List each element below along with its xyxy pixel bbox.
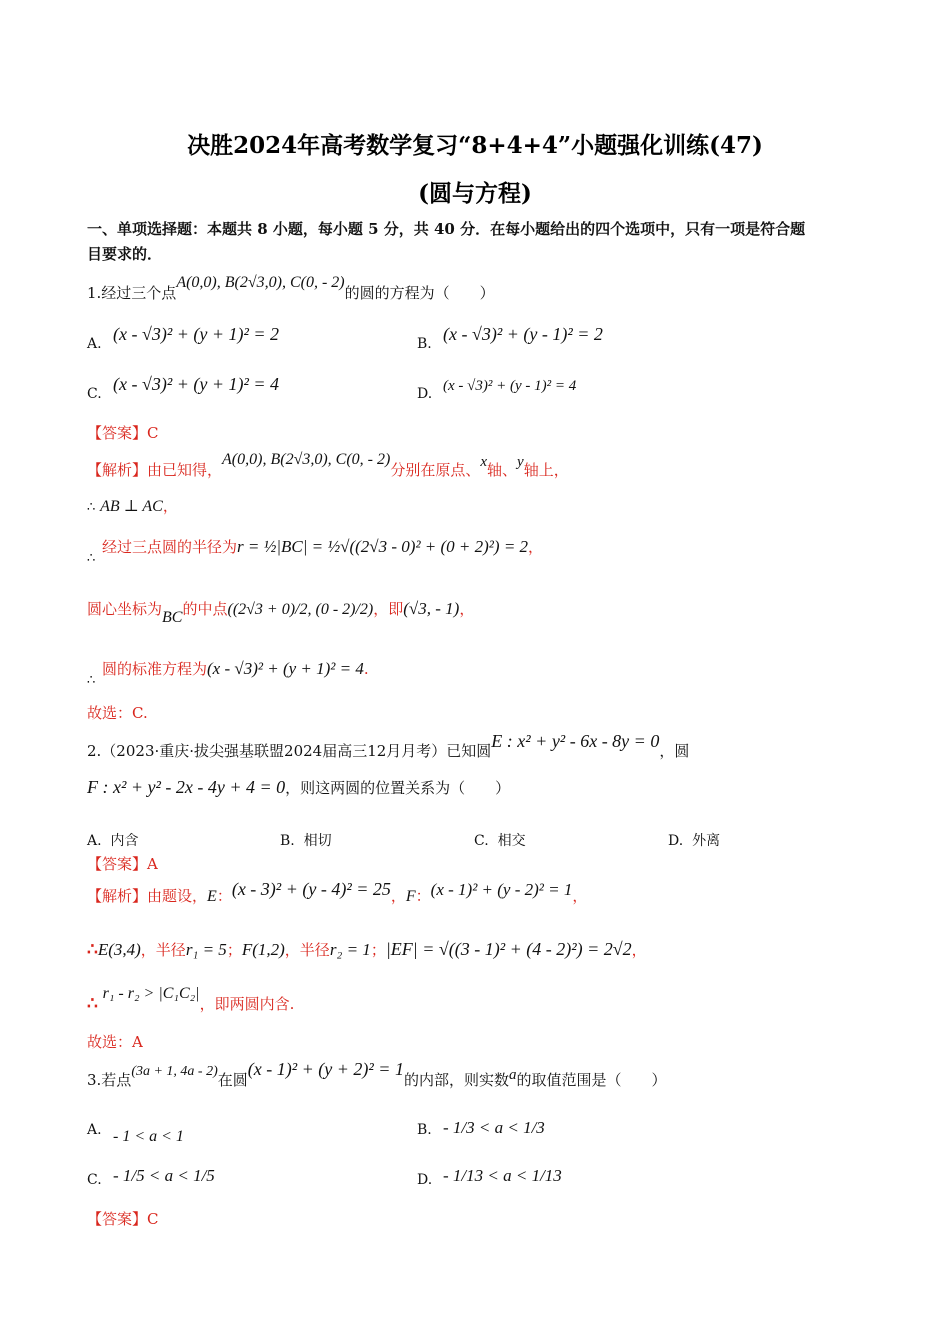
- section-heading: 一、单项选择题：本题共 8 小题，每小题 5 分，共 40 分．在每小题给出的四个选项中，只有一项是符合题: [87, 220, 806, 238]
- q2-stem-text-c: ，则这两圆的位置关系为（ ）: [285, 779, 511, 797]
- q3-stem-text-d: 的取值范围是（ ）: [516, 1071, 667, 1089]
- q2-colon-b: ：: [415, 887, 431, 905]
- q2-analysis-1: [87, 879, 588, 906]
- q2-circle-f: F : x² + y² - 2x - 4y + 4 = 0: [87, 777, 286, 797]
- q3-option-d-label: D.: [417, 1172, 433, 1188]
- q1-analysis-3: [102, 538, 543, 556]
- q3-option-a-label: A.: [87, 1122, 102, 1138]
- q2-radius-2: r₂ = 1: [329, 940, 371, 959]
- q1-analysis-2: [87, 497, 178, 517]
- q2-comma-b: ，: [572, 887, 588, 905]
- q2-eq-f: (x - 1)² + (y - 2)² = 1: [430, 880, 573, 899]
- q2-option-b-text: 相切: [303, 833, 332, 849]
- q2-semicolon: ；: [226, 941, 242, 959]
- q1-analysis-tag: 【解析】: [87, 461, 148, 479]
- q2-center-f: F(1,2): [241, 940, 285, 959]
- q1-option-b-formula: (x - √3)² + (y - 1)² = 2: [443, 324, 603, 344]
- q1-center-result: (√3, - 1): [403, 599, 460, 618]
- q1-analysis-points: A(0,0), B(2√3,0), C(0, - 2): [222, 451, 391, 468]
- q2-stem-text: 2.（2023·重庆·拔尖强基联盟2024届高三12月月考）已知圆: [87, 742, 492, 760]
- q2-circle-e: E : x² + y² - 6x - 8y = 0: [491, 731, 660, 751]
- q2-stem-1: [87, 731, 690, 760]
- page-subtitle: (圆与方程): [418, 180, 532, 207]
- q3-option-d-formula: - 1/13 < a < 1/13: [443, 1166, 562, 1185]
- q1-answer: [87, 424, 159, 442]
- q1-radius-comma: ，: [528, 538, 544, 556]
- q3-answer: [87, 1210, 159, 1228]
- q2-analysis-text: 由题设，: [147, 887, 208, 905]
- q3-var: a: [508, 1067, 517, 1083]
- q1-analysis-text-c: 轴、: [487, 461, 518, 479]
- q3-stem-text: 3.若点: [87, 1071, 132, 1089]
- therefore-symbol: ∴: [87, 940, 98, 960]
- q2-option-c-text: 相交: [497, 833, 526, 849]
- therefore-symbol: ∴: [87, 500, 96, 515]
- q1-option-c-label: C.: [87, 386, 102, 402]
- q3-option-c-formula: - 1/5 < a < 1/5: [113, 1166, 215, 1185]
- q3-option-b-formula: - 1/3 < a < 1/3: [443, 1118, 545, 1137]
- q1-analysis-text: 由已知得，: [147, 461, 223, 479]
- q1-analysis-1: [87, 451, 569, 480]
- therefore-symbol: ∴: [87, 551, 96, 566]
- q2-option-a: [87, 830, 138, 850]
- q1-option-d-label: D.: [417, 386, 433, 402]
- q3-circle: (x - 1)² + (y + 2)² = 1: [247, 1059, 404, 1079]
- q2-analysis-tag: 【解析】: [87, 887, 148, 905]
- q1-equation-text: 圆的标准方程为: [102, 660, 208, 678]
- q1-answer-tag: 【答案】: [87, 424, 148, 442]
- q2-option-d-text: 外离: [692, 833, 721, 849]
- section-heading-cont: 目要求的．: [87, 245, 163, 263]
- q3-answer-tag: 【答案】: [87, 1210, 148, 1228]
- q2-option-c-label: C.: [474, 833, 489, 849]
- q2-stem-2: [87, 778, 510, 797]
- q1-analysis-y: y: [517, 454, 524, 470]
- q1-choose: 故选：C.: [87, 704, 148, 722]
- q2-answer-tag: 【答案】: [87, 855, 148, 873]
- q2-choose: 故选：A: [87, 1033, 143, 1051]
- q1-center-text: 圆心坐标为: [87, 600, 163, 618]
- q1-center-bc: BC: [162, 609, 183, 626]
- q1-equation-formula: (x - √3)² + (y + 1)² = 4: [207, 659, 364, 678]
- q2-option-a-text: 内含: [110, 833, 139, 849]
- q1-analysis-x: x: [480, 454, 488, 470]
- q3-option-b-label: B.: [417, 1122, 432, 1138]
- q1-center-comma: ，: [459, 600, 475, 618]
- q2-comma-c: ，: [631, 941, 647, 959]
- q1-equation-period: .: [363, 660, 369, 678]
- q1-analysis-text-d: 轴上，: [523, 461, 569, 479]
- q2-colon: ：: [216, 887, 232, 905]
- q3-stem: [87, 1059, 667, 1091]
- q1-analysis-text-b: 分别在原点、: [390, 461, 481, 479]
- q1-option-a-label: A.: [87, 336, 102, 352]
- q2-distance: |EF| = √((3 - 1)² + (4 - 2)²) = 2√2: [385, 939, 632, 959]
- q1-stem-post: 的圆的方程为（ ）: [344, 284, 495, 302]
- q3-stem-text-b: 在圆: [217, 1071, 248, 1089]
- q3-option-c-label: C.: [87, 1172, 102, 1188]
- q2-comma: ，: [390, 887, 406, 905]
- q3-stem-text-c: 的内部，则实数: [403, 1071, 509, 1089]
- q1-option-a-formula: (x - √3)² + (y + 1)² = 2: [113, 324, 280, 344]
- q2-analysis-2: [87, 940, 647, 959]
- q2-radius-text-b: ，半径: [284, 941, 330, 959]
- therefore-symbol: ∴: [87, 673, 96, 688]
- q2-option-d-label: D.: [668, 833, 684, 849]
- q2-semicolon-b: ；: [370, 941, 386, 959]
- q2-e-letter: E: [207, 888, 217, 905]
- q2-option-b-label: B.: [280, 833, 295, 849]
- q2-analysis-3: [87, 985, 295, 1014]
- q1-center-text-b: 的中点: [182, 600, 228, 618]
- q1-points: A(0,0), B(2√3,0), C(0, - 2): [176, 274, 345, 291]
- q3-option-a-formula: - 1 < a < 1: [113, 1128, 184, 1145]
- q1-option-d-formula: (x - √3)² + (y - 1)² = 4: [443, 378, 577, 394]
- page-title: 决胜2024年高考数学复习“8+4+4”小题强化训练(47): [187, 132, 763, 159]
- q3-point: (3a + 1, 4a - 2): [131, 1064, 218, 1079]
- q3-answer-value: C: [147, 1210, 159, 1228]
- q2-eq-e: (x - 3)² + (y - 4)² = 25: [231, 879, 391, 899]
- q1-option-c-formula: (x - √3)² + (y + 1)² = 4: [113, 374, 280, 394]
- q1-radius-formula: r = ½|BC| = ½√((2√3 - 0)² + (0 + 2)²) = 2: [237, 537, 529, 556]
- q2-radius-text: ，半径: [140, 941, 186, 959]
- q1-analysis-5: [102, 660, 369, 678]
- q2-conclusion: ，即两圆内含.: [199, 995, 295, 1013]
- q1-stem: [87, 274, 495, 303]
- q2-compare: r₁ - r₂ > |C₁C₂|: [102, 985, 200, 1002]
- q1-radius-text: 经过三点圆的半径为: [102, 538, 238, 556]
- therefore-symbol: ∴: [87, 994, 98, 1014]
- q2-option-c: [474, 830, 526, 850]
- q2-f-letter: F: [405, 888, 416, 905]
- q1-center-formula: ((2√3 + 0)/2, (0 - 2)/2): [227, 601, 374, 618]
- q2-option-d: [668, 830, 720, 850]
- q2-answer-value: A: [147, 855, 158, 873]
- q1-stem-pre: 1.经过三个点: [87, 284, 177, 302]
- q2-center-e: E(3,4): [97, 940, 141, 959]
- q1-comma: ，: [162, 497, 178, 515]
- q2-answer: [87, 855, 158, 873]
- q2-option-a-label: A.: [87, 833, 102, 849]
- q1-analysis-4: [87, 599, 475, 626]
- q1-perp-formula: AB ⊥ AC: [100, 498, 163, 515]
- q2-stem-text-b: ，圆: [659, 742, 690, 760]
- q1-answer-value: C: [147, 424, 159, 442]
- q1-option-b-label: B.: [417, 336, 432, 352]
- q1-center-text-c: ，即: [373, 600, 404, 618]
- q2-option-b: [280, 830, 332, 850]
- q2-radius-1: r₁ = 5: [185, 940, 227, 959]
